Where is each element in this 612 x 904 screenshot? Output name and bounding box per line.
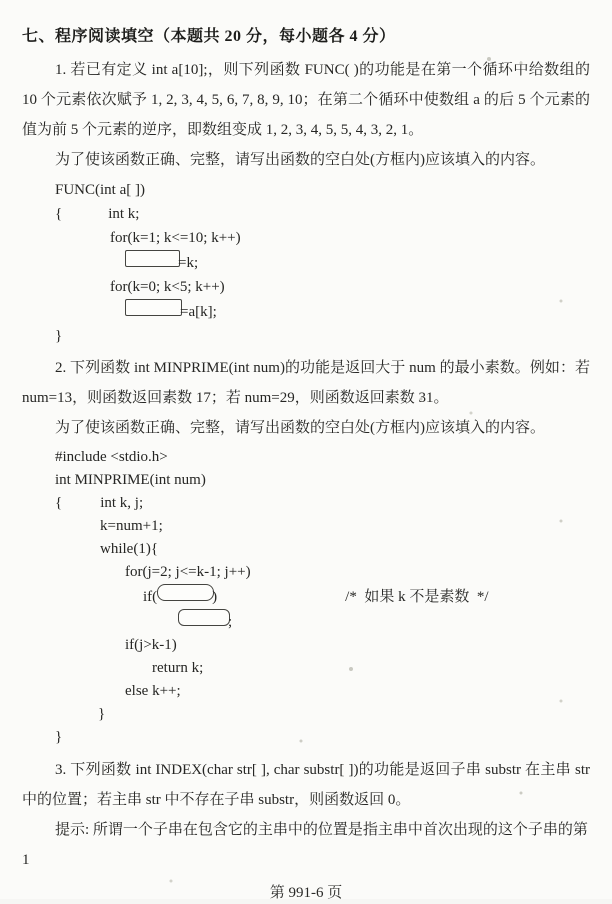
code-text: int MINPRIME(int num) [55,472,206,488]
blank-box [157,584,214,601]
code-line [55,561,590,584]
question-2-instruction: 为了使该函数正确、完整，请写出函数的空白处(方框内)应该填入的内容。 [55,420,545,436]
code-line [55,202,590,226]
code-text: k=num+1; [100,518,163,534]
code-text: int k, j; [100,495,144,511]
code-text: } [98,706,106,722]
code-line [55,726,590,749]
code-line [55,584,590,609]
code-text: } [55,729,63,745]
code-line [55,324,590,348]
code-line [55,446,590,469]
code-line [55,299,590,324]
scan-speckles [0,0,2,2]
question-1-intro: 1. 若已有定义 int a[10];，则下列函数 FUNC( )的功能是在第一个循环中给数组的 10 个元素依次赋予 1, 2, 3, 4, 5, 6, 7, 8, 9, 10；在第二个循环中使数组 a 的后 5 个元素的值为前 5 个元素的逆序，即数组变成 1, 2, 3, 4, 5, 5, 4, 3, 2, 1。 [22,62,590,138]
page-number: 第 991-6 页 [269,885,343,901]
code-line [55,492,590,515]
code-text: else k++; [125,683,181,699]
code-line [55,515,590,538]
code-text: for(j=2; j<=k-1; j++) [125,564,251,580]
blank-box [125,299,182,316]
code-block-func [55,178,590,348]
code-text: while(1){ [100,541,159,557]
code-text: #include <stdio.h> [55,449,168,465]
question-1-instruction: 为了使该函数正确、完整，请写出函数的空白处(方框内)应该填入的内容。 [55,152,545,168]
code-line [55,657,590,680]
question-2-intro: 2. 下列函数 int MINPRIME(int num)的功能是返回大于 num 的最小素数。例如：若 num=13，则函数返回素数 17；若 num=29，则函数返回素数 31。 [22,360,590,406]
code-text: for(k=0; k<5; k++) [110,279,225,295]
code-line [55,250,590,275]
code-text: ; [228,614,233,630]
code-text: int k; [108,206,140,222]
code-line [55,226,590,250]
code-line [55,680,590,703]
blank-box [178,609,230,626]
code-text: =k; [178,255,199,271]
code-text: =a[k]; [180,304,217,320]
code-text: { [55,495,63,511]
section-title: 七、程序阅读填空（本题共 20 分，每小题各 4 分） [22,28,396,45]
code-line [55,538,590,561]
question-3-intro: 3. 下列函数 int INDEX(char str[ ], char substr[ ])的功能是返回子串 substr 在主串 str 中的位置；若主串 str 中不存在子串 substr，则函数返回 0。 [22,762,590,808]
code-line [55,609,590,634]
code-line [55,703,590,726]
code-text: return k; [152,660,204,676]
code-line [55,275,590,299]
code-text: FUNC(int a[ ]) [55,182,145,198]
code-line [55,178,590,202]
code-text: if(j>k-1) [125,637,177,653]
code-block-minprime [55,446,590,749]
code-line [55,634,590,657]
code-text: ) [212,589,218,605]
hint-paragraph: 提示: 所谓一个子串在包含它的主串中的位置是指主串中首次出现的这个子串的第 1 [22,822,588,868]
code-text: for(k=1; k<=10; k++) [110,230,241,246]
blank-box [125,250,180,267]
code-text: /* 如果 k 不是素数 */ [345,589,489,605]
code-line [55,469,590,492]
code-text: { [55,206,63,222]
code-text: if( [143,589,158,605]
code-text: } [55,328,63,344]
